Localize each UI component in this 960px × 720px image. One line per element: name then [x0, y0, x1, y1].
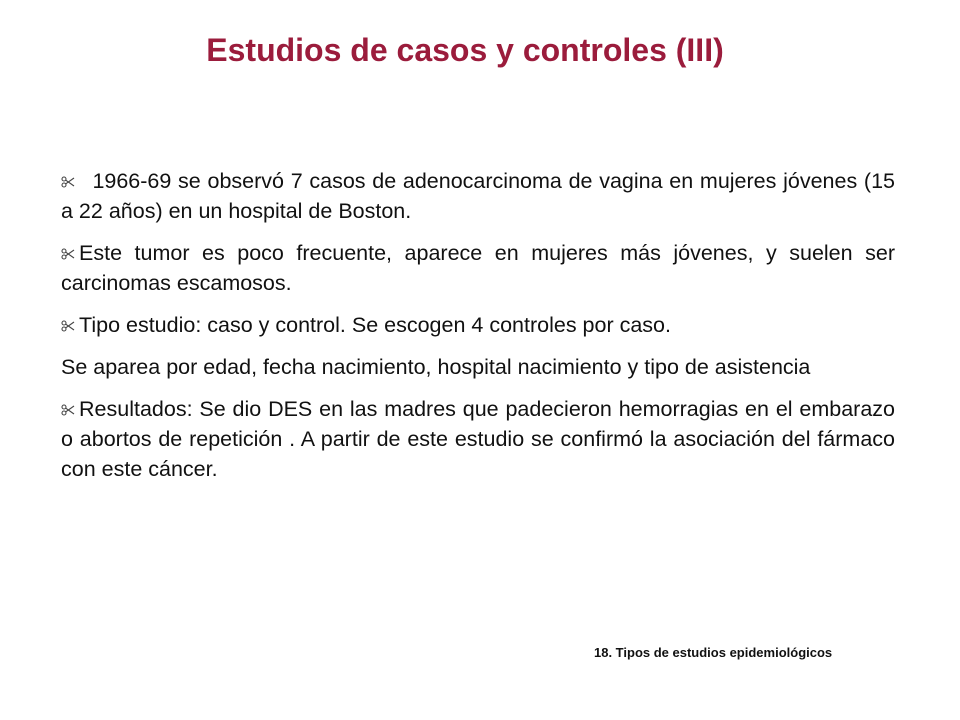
- paragraph-1: [61, 166, 901, 226]
- scissors-icon: [61, 319, 75, 333]
- paragraph-4-text: Se aparea por edad, fecha nacimiento, hospital nacimiento y tipo de asistencia: [61, 355, 811, 379]
- paragraph-2: [61, 238, 895, 298]
- paragraph-1-text: 1966-69 se observó 7 casos de adenocarcinoma de vagina en mujeres jóvenes (15 a 22 años) en un hospital de Boston.: [61, 169, 901, 223]
- slide-footer: 18. Tipos de estudios epidemiológicos: [594, 645, 833, 660]
- paragraph-5: [61, 394, 895, 484]
- paragraph-3-text: Tipo estudio: caso y control. Se escogen 4 controles por caso.: [79, 313, 671, 337]
- paragraph-3: [61, 310, 895, 340]
- paragraph-2-text: Este tumor es poco frecuente, aparece en mujeres más jóvenes, y suelen ser carcinomas escamosos.: [61, 241, 895, 295]
- slide-title: Estudios de casos y controles (III): [206, 32, 724, 68]
- scissors-icon: [61, 175, 75, 189]
- paragraph-4: [61, 352, 895, 382]
- scissors-icon: [61, 247, 75, 261]
- scissors-icon: [61, 403, 75, 417]
- paragraph-5-text: Resultados: Se dio DES en las madres que padecieron hemorragias en el embarazo o abortos de repetición . A partir de este estudio se confirmó la asociación del fármaco con este cáncer.: [61, 397, 895, 481]
- slide-body: [61, 166, 901, 496]
